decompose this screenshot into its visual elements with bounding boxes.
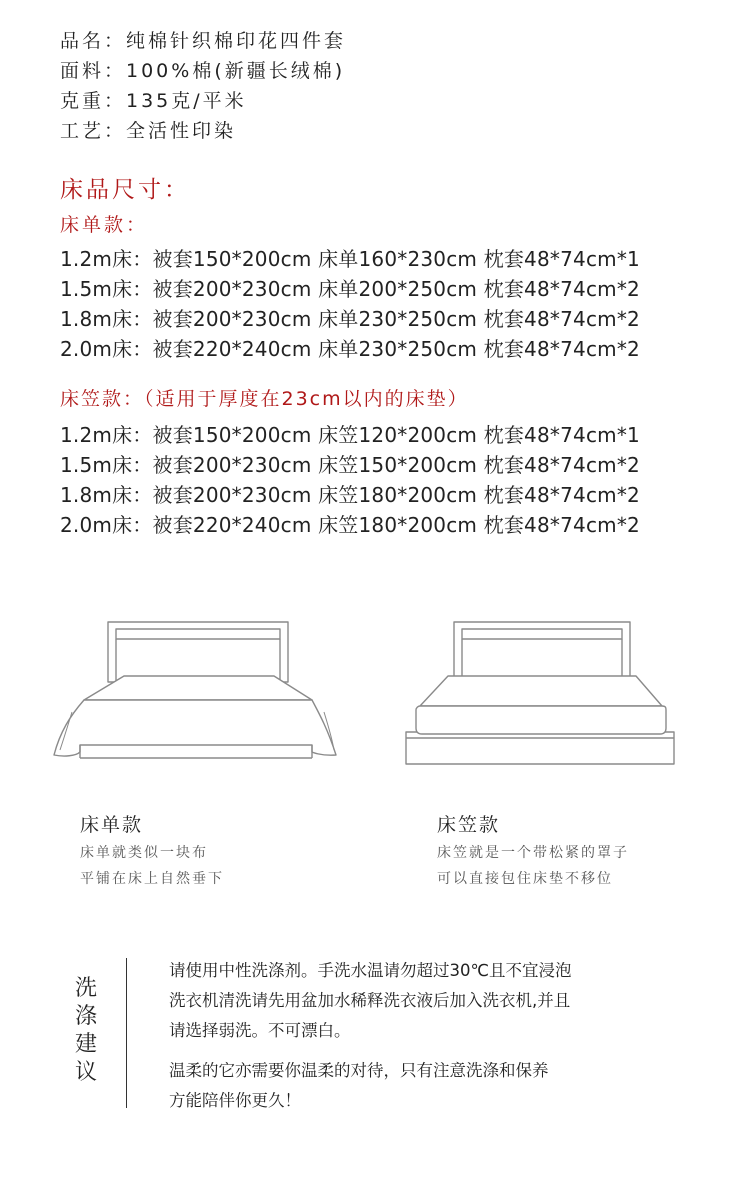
fitted-sheet-title: 床笠款：（适用于厚度在23cm以内的床垫） [60,388,469,410]
info-process: 工艺：全活性印染 [60,120,237,142]
fitted-sheet-spec-list [60,420,640,540]
product-info [60,26,346,146]
spec-row: 1.8m床：被套200*230cm 床笠180*200cm 枕套48*74cm*2 [60,483,640,507]
spec-row: 1.5m床：被套200*230cm 床单200*250cm 枕套48*74cm*2 [60,277,640,301]
washing-line: 洗衣机清洗请先用盆加水稀释洗衣液后加入洗衣机,并且 [169,991,571,1010]
flat-sheet-bed-illustration [50,620,342,770]
size-title: 床品尺寸： [60,177,190,203]
spec-row: 1.2m床：被套150*200cm 床笠120*200cm 枕套48*74cm*1 [60,423,640,447]
info-fabric: 面料：100%棉(新疆长绒棉) [60,60,346,82]
flat-sheet-desc-2: 平铺在床上自然垂下 [80,871,224,887]
washing-text [169,956,689,1116]
spec-row: 1.5m床：被套200*230cm 床笠150*200cm 枕套48*74cm*2 [60,453,640,477]
headboard [454,622,630,680]
flat-sheet-body [54,676,336,758]
spec-row: 2.0m床：被套220*240cm 床笠180*200cm 枕套48*74cm*2 [60,513,640,537]
fitted-sheet-bed-illustration [404,620,676,770]
washing-paragraph-2 [169,1056,689,1116]
flat-sheet-spec-list [60,244,640,364]
headboard [108,622,288,682]
spec-row: 2.0m床：被套220*240cm 床单230*250cm 枕套48*74cm*2 [60,337,640,361]
fitted-mattress [416,676,666,734]
washing-line: 请选择弱洗。不可漂白。 [169,1021,351,1040]
fitted-sheet-desc-2: 可以直接包住床垫不移位 [437,871,613,887]
washing-title: 洗涤建议 [74,976,97,1085]
washing-line: 温柔的它亦需要你温柔的对待，只有注意洗涤和保养 [169,1061,549,1080]
flat-sheet-title: 床单款： [60,214,149,236]
info-weight: 克重：135克/平米 [60,90,247,112]
flat-sheet-desc-1: 床单就类似一块布 [80,845,208,861]
fitted-sheet-label: 床笠款 [437,814,501,836]
spec-row: 1.2m床：被套150*200cm 床单160*230cm 枕套48*74cm*1 [60,247,640,271]
washing-paragraph-1 [169,956,689,1046]
washing-divider [126,958,127,1108]
info-name: 品名：纯棉针织棉印花四件套 [60,30,347,52]
bed-base [406,732,674,764]
flat-sheet-label: 床单款 [80,814,144,836]
washing-line: 请使用中性洗涤剂。手洗水温请勿超过30℃且不宜浸泡 [169,961,572,980]
washing-line: 方能陪伴你更久！ [169,1091,301,1110]
spec-row: 1.8m床：被套200*230cm 床单230*250cm 枕套48*74cm*2 [60,307,640,331]
fitted-sheet-desc-1: 床笠就是一个带松紧的罩子 [437,845,629,861]
